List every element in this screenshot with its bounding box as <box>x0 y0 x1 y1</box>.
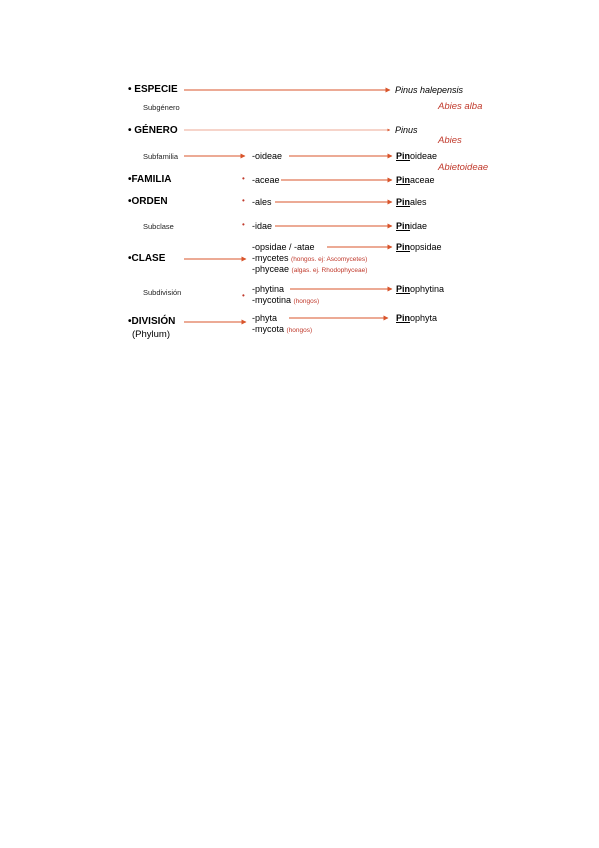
root-pin: Pin <box>396 221 411 231</box>
result-rest: ophyta <box>410 313 438 323</box>
rank-subgenero: Subgénero <box>143 103 180 112</box>
suffix-mycetes: -mycetes <box>252 253 289 263</box>
result-rest: ophytina <box>410 284 445 294</box>
suffix-idae: -idae <box>252 221 273 231</box>
rank-subclase: Subclase <box>143 222 174 231</box>
suffix-phyceae-note: (algas. ej. Rhodophyceae) <box>291 267 368 274</box>
suffix-phytina: -phytina <box>252 284 285 294</box>
result-abies-alba: Abies alba <box>438 101 483 112</box>
suffix-phyta: -phyta <box>252 313 278 323</box>
root-pin: Pin <box>396 175 411 185</box>
rank-familia: •FAMILIA <box>128 174 172 185</box>
rank-subfamilia: Subfamilia <box>143 152 179 161</box>
bullet-familia: • <box>242 174 245 183</box>
rank-subdivision: Subdivisión <box>143 288 182 297</box>
suffix-aceae: -aceae <box>252 175 280 185</box>
root-pin: Pin <box>396 151 411 161</box>
suffix-oideae: -oideae <box>252 151 283 161</box>
rank-especie: • ESPECIE <box>128 84 178 95</box>
result-rest: aceae <box>410 175 435 185</box>
result-pinidae <box>396 221 427 231</box>
result-abietoideae: Abietoideae <box>438 162 489 173</box>
result-abies: Abies <box>438 135 462 146</box>
bullet-subclase: • <box>242 220 245 229</box>
result-pinus-halepensis: Pinus halepensis <box>395 85 464 95</box>
rank-phylum: (Phylum) <box>132 329 171 340</box>
suffix-mycotina: -mycotina <box>252 295 292 305</box>
result-rest: ales <box>410 197 427 207</box>
result-pinophyta <box>396 313 437 323</box>
suffix-mycota-note: (hongos) <box>286 327 313 334</box>
root-pin: Pin <box>396 242 411 252</box>
root-pin: Pin <box>396 284 411 294</box>
result-pinales <box>396 197 427 207</box>
suffix-mycetes-line <box>252 253 367 263</box>
suffix-phyceae-line <box>252 264 367 274</box>
suffix-mycotina-note: (hongos) <box>293 298 320 305</box>
bullet-subdivision: • <box>242 291 245 300</box>
result-rest: opsidae <box>410 242 442 252</box>
rank-division: •DIVISIÓN <box>128 316 176 327</box>
root-pin: Pin <box>396 197 411 207</box>
result-pinus: Pinus <box>395 125 418 135</box>
result-pinophytina <box>396 284 444 294</box>
result-rest: idae <box>410 221 428 231</box>
suffix-opsida: -opsidae / -atae <box>252 242 315 252</box>
suffix-mycotina-line <box>252 295 319 305</box>
rank-orden: •ORDEN <box>128 196 168 207</box>
result-pinoideae <box>396 151 437 161</box>
suffix-mycetes-note: (hongos. ej: Ascomycetes) <box>291 256 368 263</box>
root-pin: Pin <box>396 313 411 323</box>
result-pinaceae <box>396 175 435 185</box>
rank-clase: •CLASE <box>128 253 166 264</box>
suffix-mycota: -mycota <box>252 324 285 334</box>
rank-genero: • GÉNERO <box>128 125 178 136</box>
bullet-orden: • <box>242 196 245 205</box>
suffix-mycota-line <box>252 324 312 334</box>
result-rest: oideae <box>410 151 438 161</box>
result-pinopsidae <box>396 242 442 252</box>
suffix-ales: -ales <box>252 197 272 207</box>
suffix-phyceae: -phyceae <box>252 264 290 274</box>
